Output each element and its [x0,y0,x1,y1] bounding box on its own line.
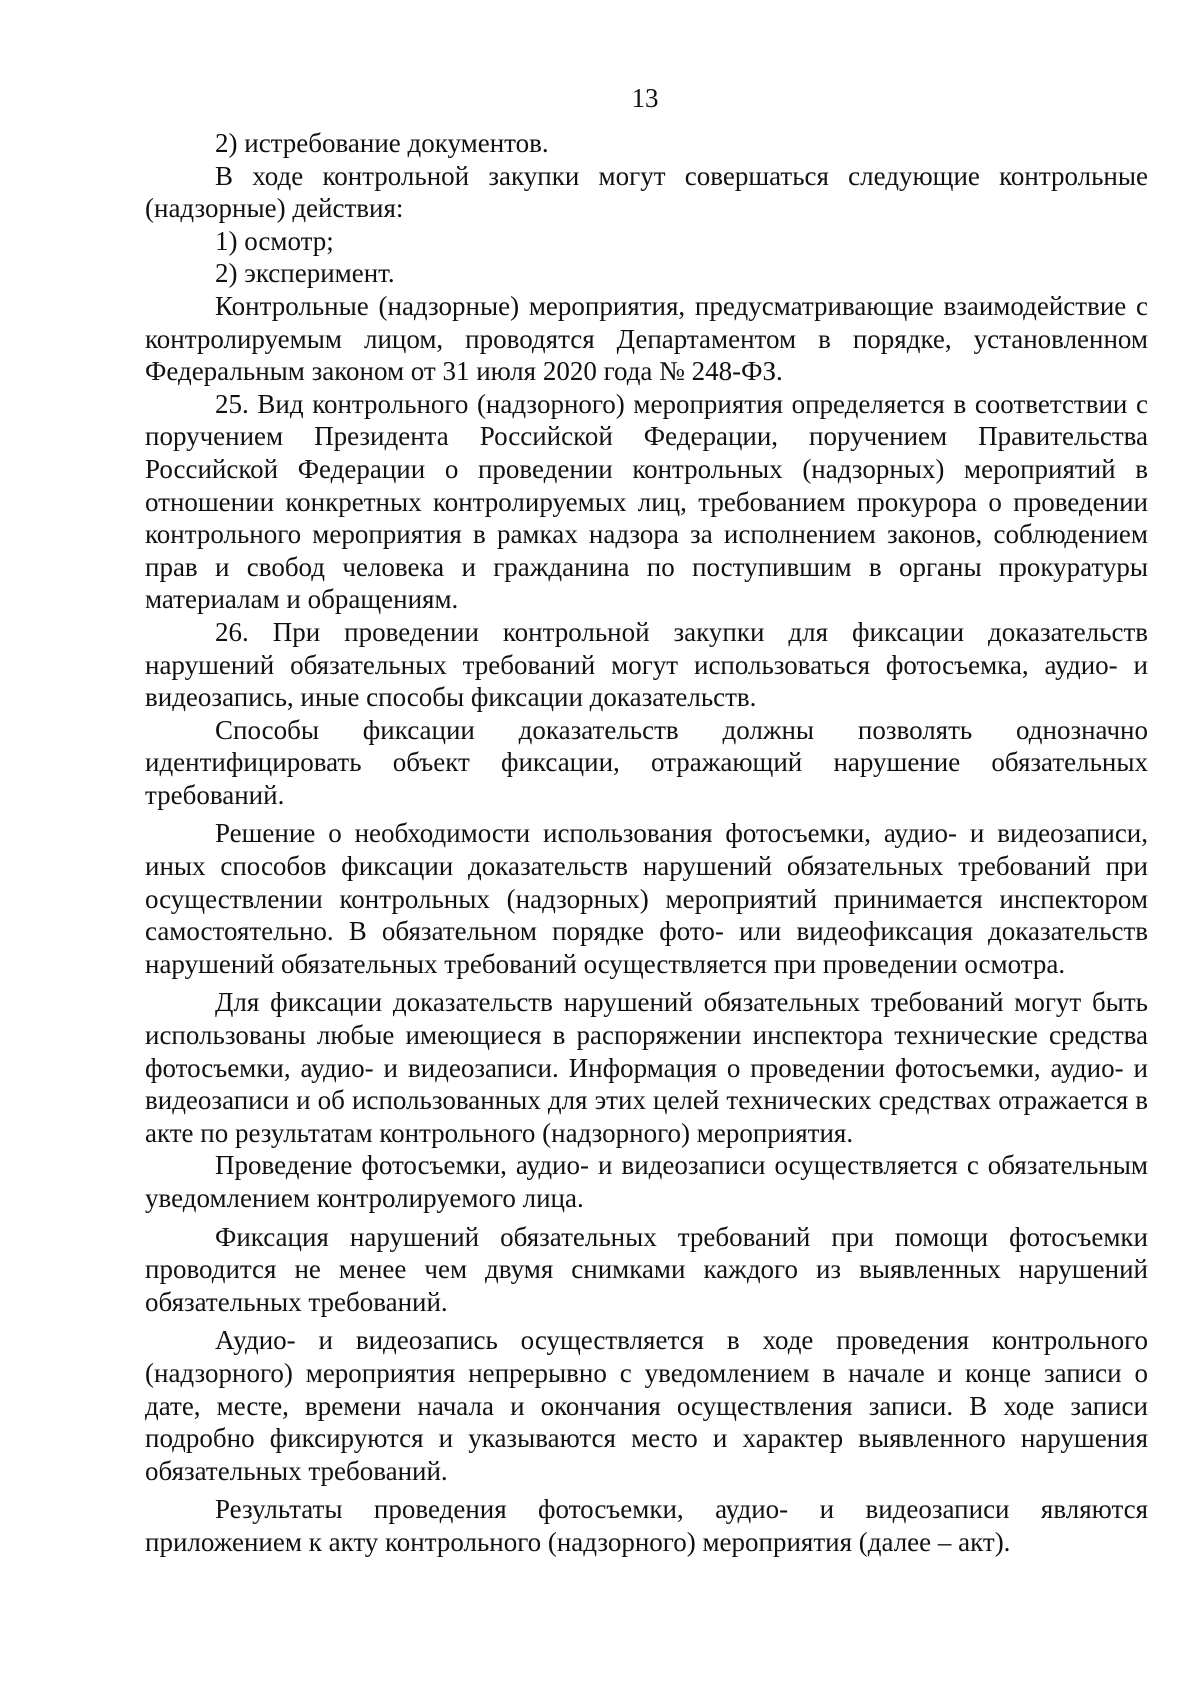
paragraph-audio-video-recording: Аудио- и видеозапись осуществляется в ходе проведения контрольного (надзорного) мероприятия непрерывно с уведомлением в начале и конце записи о дате, месте, времени начала и окончания осуществления записи. В ходе записи подробно фиксируются и указываются место и характер выявленного нарушения обязательных требований. [145,1325,1148,1486]
document-body [145,127,1148,1559]
paragraph-technical-means: Для фиксации доказательств нарушений обязательных требований могут быть использованы любые имеющиеся в распоряжении инспектора технические средства фотосъемки, аудио- и видеозаписи. Информация о проведении фотосъемки, аудио- и видеозаписи и об использованных для этих целей технических средствах отражается в акте по результатам контрольного (надзорного) мероприятия. [145,987,1148,1148]
paragraph-experiment-item: 2) эксперимент. [215,258,395,289]
paragraph-control-actions-intro: В ходе контрольной закупки могут совершаться следующие контрольные (надзорные) действия: [145,160,1148,224]
page-number: 13 [631,83,659,113]
paragraph-photo-fixation: Фиксация нарушений обязательных требований при помощи фотосъемки проводится не менее чем двумя снимками каждого из выявленных нарушений обязательных требований. [145,1221,1148,1317]
paragraph-fixation-methods: Способы фиксации доказательств должны позволять однозначно идентифицировать объект фиксации, отражающий нарушение обязательных требований. [145,714,1148,810]
paragraph-item-26: 26. При проведении контрольной закупки для фиксации доказательств нарушений обязательных требований могут использоваться фотосъемка, аудио- и видеозапись, иные способы фиксации доказательств. [145,616,1148,713]
paragraph-documents-request: 2) истребование документов. [215,128,549,158]
paragraph-notification: Проведение фотосъемки, аудио- и видеозаписи осуществляется с обязательным уведомлением контролируемого лица. [145,1150,1148,1213]
paragraph-decision-fixation: Решение о необходимости использования фотосъемки, аудио- и видеозаписи, иных способов фиксации доказательств нарушений обязательных требований при осуществлении контрольных (надзорных) мероприятий принимается инспектором самостоятельно. В обязательном порядке фото- или видеофиксация доказательств нарушений обязательных требований осуществляется при проведении осмотра. [145,818,1148,979]
paragraph-interaction-measures: Контрольные (надзорные) мероприятия, предусматривающие взаимодействие с контролируемым лицом, проводятся Департаментом в порядке, установленном Федеральным законом от 31 июля 2020 года № 248-ФЗ. [145,290,1148,387]
paragraph-item-25: 25. Вид контрольного (надзорного) мероприятия определяется в соответствии с поручением Президента Российской Федерации, поручением Правительства Российской Федерации о проведении контрольных (надзорных) мероприятий в отношении конкретных контролируемых лиц, требованием прокурора о проведении контрольного мероприятия в рамках надзора за исполнением законов, соблюдением прав и свобод человека и гражданина по поступившим в органы прокуратуры материалам и обращениям. [145,388,1148,615]
paragraph-results-annex: Результаты проведения фотосъемки, аудио- и видеозаписи являются приложением к акту контрольного (надзорного) мероприятия (далее – акт). [145,1494,1148,1557]
paragraph-inspection-item: 1) осмотр; [215,225,334,256]
